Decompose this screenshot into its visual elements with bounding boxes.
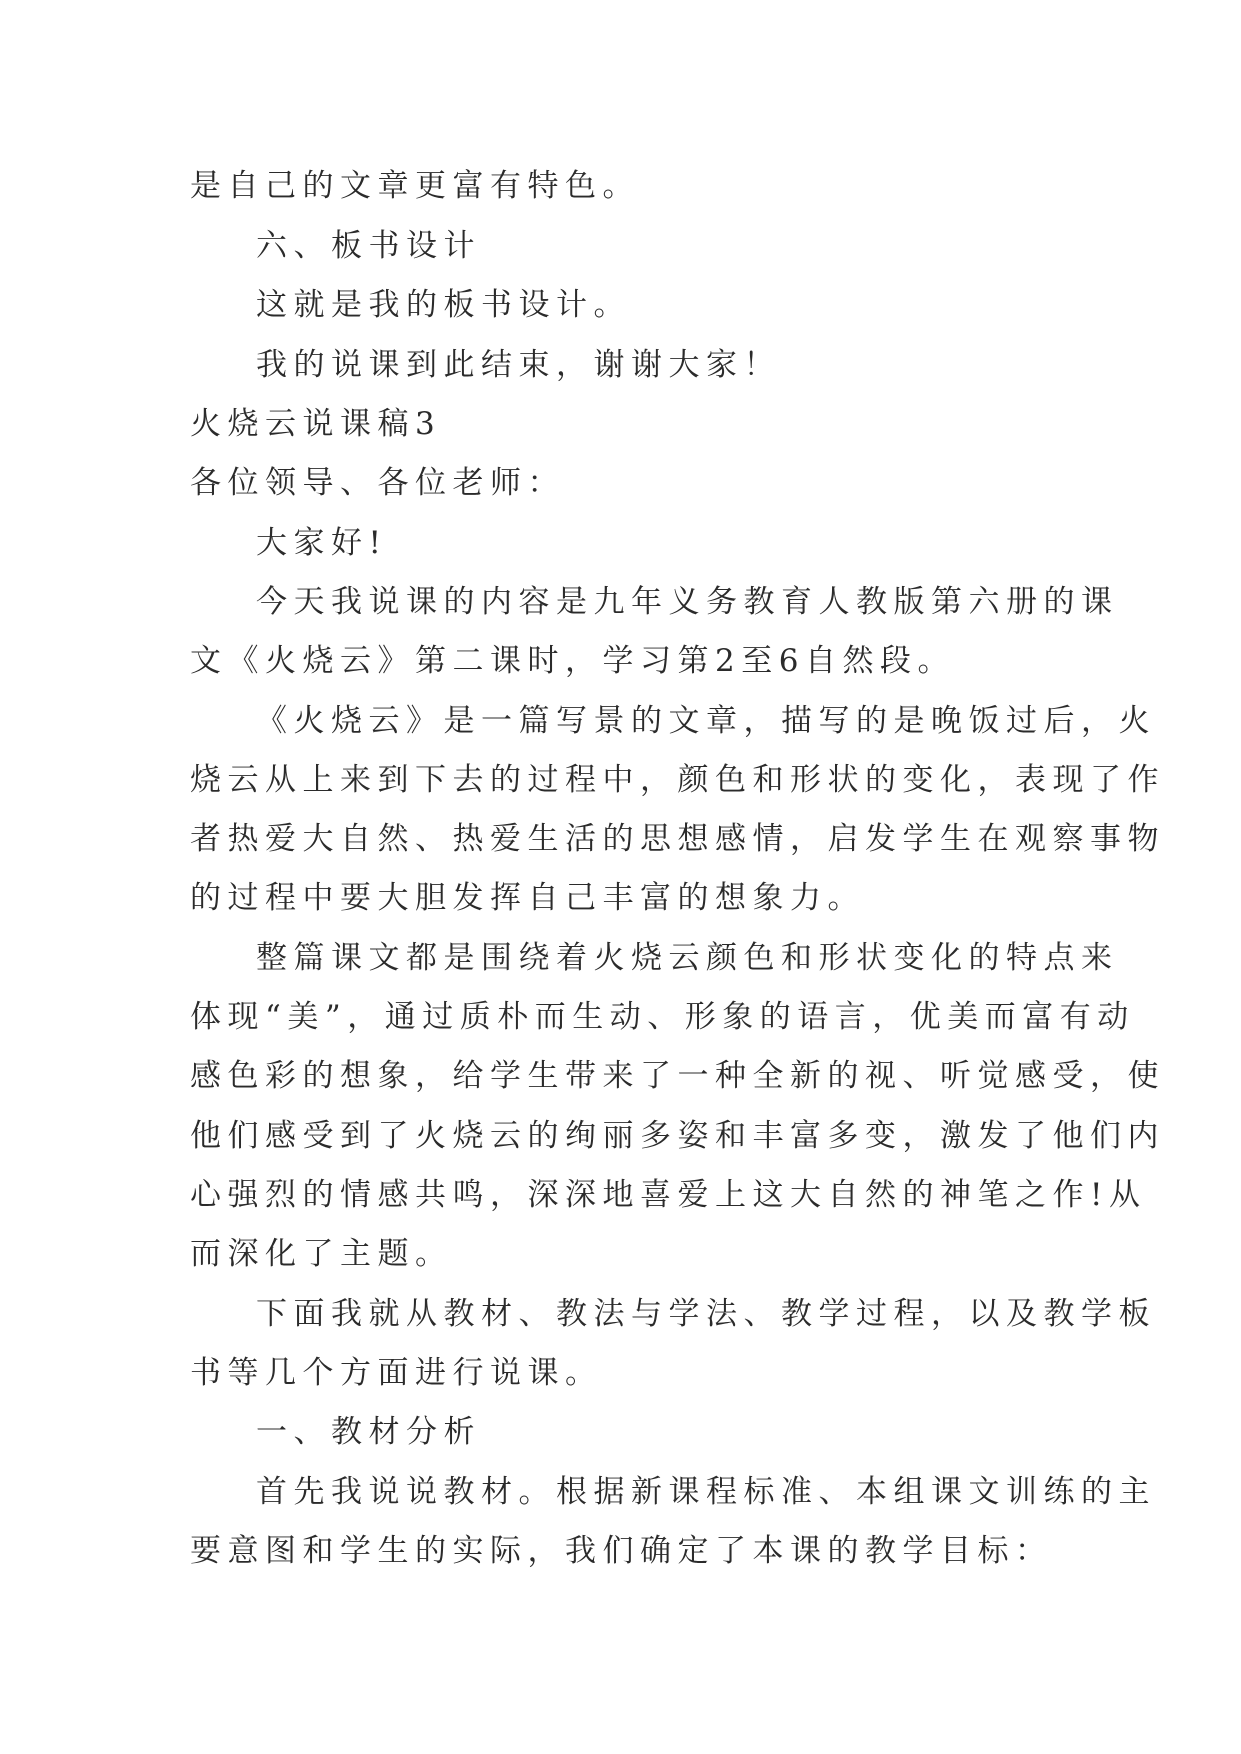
paragraph-line: 是自己的文章更富有特色。 [190,168,640,204]
greeting: 大家好! [256,525,388,561]
section-heading: 六、板书设计 [256,228,481,264]
paragraph-line: 文《火烧云》第二课时，学习第2至6自然段。 [190,643,955,679]
paragraph-line: 今天我说课的内容是九年义务教育人教版第六册的课 [256,584,1119,620]
paragraph-line: 感色彩的想象，给学生带来了一种全新的视、听觉感受，使 [190,1058,1165,1094]
section-heading: 一、教材分析 [256,1414,481,1450]
paragraph-line: 他们感受到了火烧云的绚丽多姿和丰富多变，激发了他们内 [190,1118,1165,1154]
paragraph-line: 书等几个方面进行说课。 [190,1355,603,1391]
paragraph-line: 这就是我的板书设计。 [256,287,631,323]
paragraph-line: 者热爱大自然、热爱生活的思想感情，启发学生在观察事物 [190,821,1165,857]
paragraph-line: 的过程中要大胆发挥自己丰富的想象力。 [190,880,865,916]
paragraph-line: 体现“美”，通过质朴而生动、形象的语言，优美而富有动 [190,999,1135,1035]
paragraph-line: 而深化了主题。 [190,1236,453,1272]
paragraph-line: 整篇课文都是围绕着火烧云颜色和形状变化的特点来 [256,940,1119,976]
paragraph-line: 《火烧云》是一篇写景的文章，描写的是晚饭过后，火 [256,703,1156,739]
paragraph-line: 下面我就从教材、教法与学法、教学过程，以及教学板 [256,1296,1156,1332]
paragraph-line: 要意图和学生的实际，我们确定了本课的教学目标： [190,1533,1053,1569]
paragraph-line: 我的说课到此结束，谢谢大家！ [256,347,781,383]
paragraph-line: 首先我说说教材。根据新课程标准、本组课文训练的主 [256,1474,1156,1510]
paragraph-line: 烧云从上来到下去的过程中，颜色和形状的变化，表现了作 [190,762,1165,798]
document-title: 火烧云说课稿3 [190,406,442,442]
salutation: 各位领导、各位老师： [190,465,565,501]
paragraph-line: 心强烈的情感共鸣，深深地喜爱上这大自然的神笔之作!从 [190,1177,1147,1213]
